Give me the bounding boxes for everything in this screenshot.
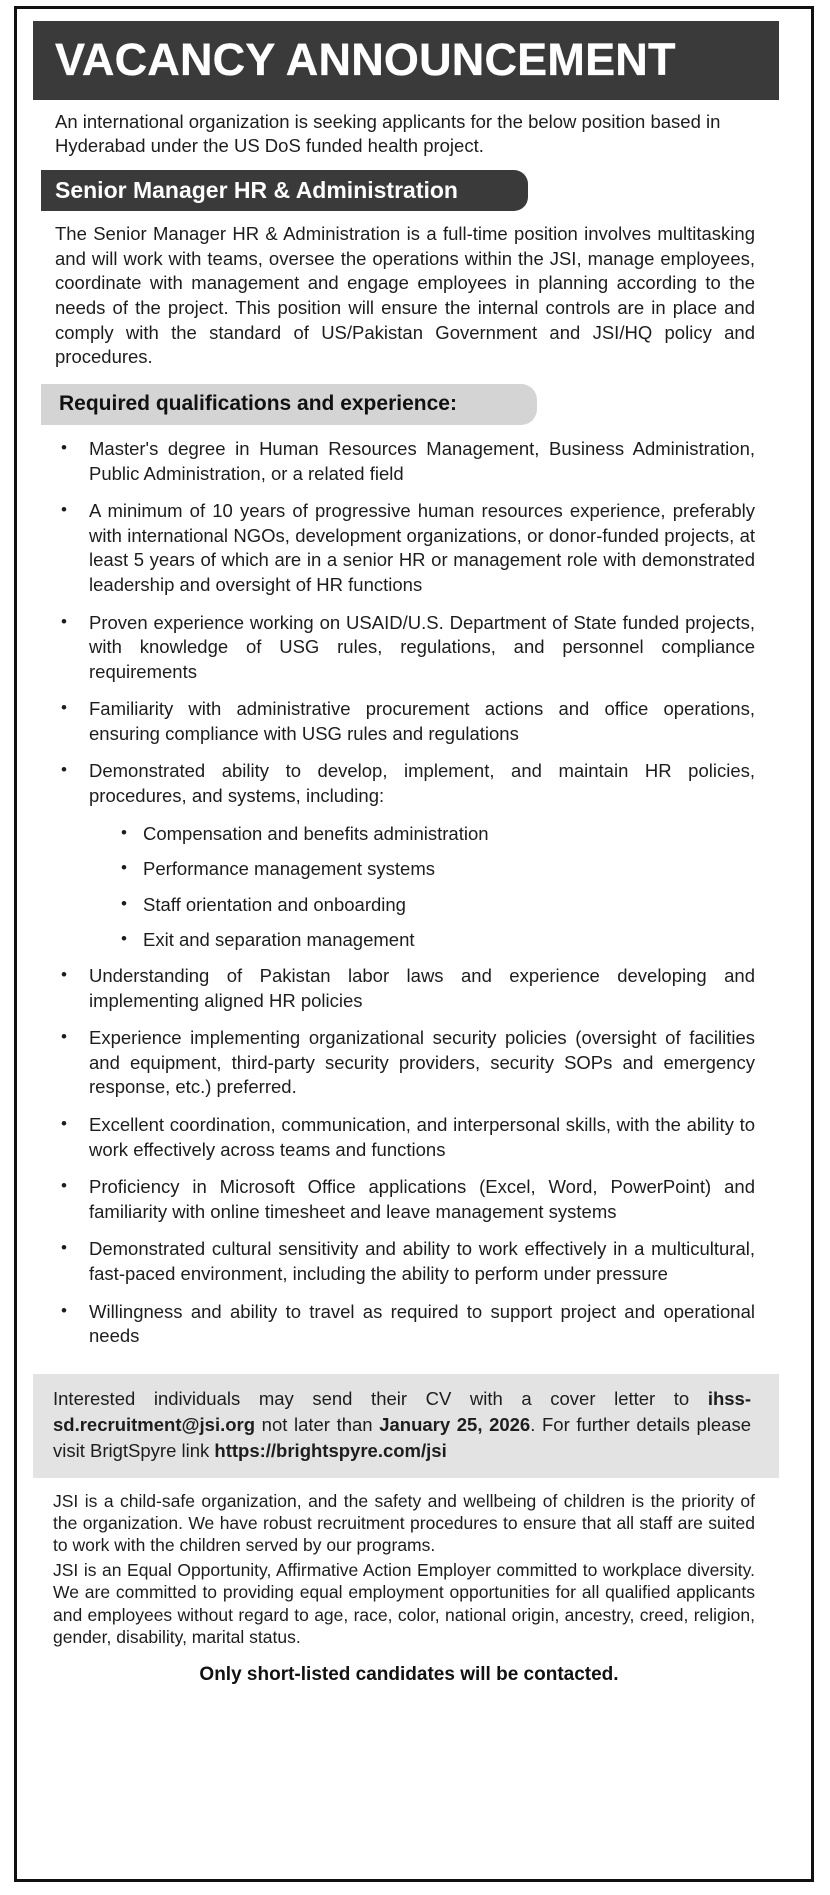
requirement-item — [55, 611, 755, 685]
application-instructions — [33, 1374, 779, 1478]
apply-url[interactable]: https://brightspyre.com/jsi — [214, 1440, 447, 1462]
shortlist-note: Only short-listed candidates will be contacted. — [199, 1664, 619, 1686]
bullet-icon: • — [61, 965, 67, 985]
bullet-icon: • — [61, 760, 67, 780]
requirement-text: Understanding of Pakistan labor laws and experience developing and implementing aligned HR policies — [89, 965, 755, 1011]
requirement-item — [55, 437, 755, 486]
footer-notes — [33, 1478, 785, 1655]
bullet-icon: • — [61, 611, 67, 631]
requirement-text: Compensation and benefits administration — [143, 822, 489, 844]
bullet-icon: • — [61, 1300, 67, 1320]
requirement-sub-item — [115, 822, 755, 847]
requirements-section-header: Required qualifications and experience: — [41, 384, 537, 425]
requirement-item — [55, 697, 755, 746]
page-title: VACANCY ANNOUNCEMENT — [55, 34, 676, 85]
bullet-icon: • — [61, 1114, 67, 1134]
bullet-icon: • — [61, 1027, 67, 1047]
position-description: The Senior Manager HR & Administration is a full-time position involves multitasking and will work with teams, oversee the operations within the JSI, manage employees, coordinate with management and engage employees in planning according to the needs of the project. This position will ensure the internal controls are in place and comply with the standard of US/Pakistan Government and JSI/HQ policy and procedures. — [55, 223, 755, 368]
bullet-icon: • — [121, 893, 127, 913]
requirement-text: Excellent coordination, communication, and interpersonal skills, with the ability to work effectively across teams and functions — [89, 1114, 755, 1160]
apply-email: ihss-sd.recruitment@jsi.org — [53, 1387, 751, 1436]
requirement-text: Familiarity with administrative procurement actions and office operations, ensuring compliance with USG rules and regulations — [89, 698, 755, 744]
requirement-item — [55, 1237, 755, 1286]
requirement-text: Exit and separation management — [143, 929, 415, 951]
requirement-text: Performance management systems — [143, 858, 436, 880]
bullet-icon: • — [121, 858, 127, 878]
apply-middle-text: not later than — [255, 1414, 380, 1436]
requirement-sub-item — [115, 893, 755, 918]
bullet-icon: • — [61, 437, 67, 457]
requirement-text: Proficiency in Microsoft Office applications (Excel, Word, PowerPoint) and familiarity with online timesheet and leave management systems — [89, 1176, 755, 1222]
requirement-sub-item — [115, 928, 755, 953]
position-title: Senior Manager HR & Administration — [41, 170, 528, 211]
child-safe-statement: JSI is a child-safe organization, and the safety and wellbeing of children is the priority of the organization. We have robust recruitment procedures to ensure that all staff are suited to work with the children served by our programs. — [53, 1490, 755, 1556]
requirement-item — [55, 1026, 755, 1100]
bullet-icon: • — [121, 822, 127, 842]
requirement-item — [55, 964, 755, 1013]
requirement-item — [55, 1300, 755, 1349]
requirement-text: Demonstrated cultural sensitivity and ability to work effectively in a multicultural, fast-paced environment, including the ability to perform under pressure — [89, 1238, 755, 1284]
position-title-container — [33, 170, 785, 211]
vacancy-banner — [33, 21, 779, 100]
intro-paragraph: An international organization is seeking applicants for the below position based in Hyderabad under the US DoS funded health project. — [55, 111, 721, 157]
requirement-text: Experience implementing organizational security policies (oversight of facilities and equipment, third-party security providers, security SOPs and emergency response, etc.) preferred. — [89, 1027, 755, 1098]
apply-lead-text: Interested individuals may send their CV with a cover letter to — [53, 1387, 708, 1409]
requirement-item — [55, 1113, 755, 1162]
requirement-item — [55, 759, 755, 808]
requirement-text: Willingness and ability to travel as required to support project and operational needs — [89, 1300, 755, 1347]
apply-deadline: January 25, 2026 — [379, 1414, 531, 1436]
requirement-item — [55, 499, 755, 597]
requirement-item — [55, 1175, 755, 1224]
requirement-sub-item — [115, 857, 755, 882]
bullet-icon: • — [61, 500, 67, 520]
requirement-text: Proven experience working on USAID/U.S. Department of State funded projects, with knowledge of USG rules, regulations, and personnel compliance requirements — [89, 611, 755, 682]
requirements-header-container — [33, 378, 785, 427]
requirements-list — [33, 427, 785, 1368]
bullet-icon: • — [61, 698, 67, 718]
bullet-icon: • — [61, 1176, 67, 1196]
bullet-icon: • — [61, 1238, 67, 1258]
apply-tail-text: . For further details please visit BrigtSpyre link — [53, 1414, 751, 1462]
bullet-icon: • — [121, 929, 127, 949]
advertisement-frame — [14, 6, 814, 1882]
equal-opportunity-statement: JSI is an Equal Opportunity, Affirmative Action Employer committed to workplace diversity. We are committed to providing equal employment opportunities for all qualified applicants and employees without regard to age, race, color, national origin, ancestry, creed, religion, gender, disability, marital status. — [53, 1559, 755, 1647]
requirement-text: Master's degree in Human Resources Management, Business Administration, Public Administration, or a related field — [89, 437, 755, 484]
requirement-text: A minimum of 10 years of progressive human resources experience, preferably with international NGOs, development organizations, or donor-funded projects, at least 5 years of which are in a senior HR or management role with demonstrated leadership and oversight of HR functions — [89, 500, 755, 595]
requirement-text: Staff orientation and onboarding — [143, 893, 406, 915]
requirement-text: Demonstrated ability to develop, implement, and maintain HR policies, procedures, and systems, including: — [89, 760, 755, 807]
advertisement-content — [33, 21, 785, 1869]
